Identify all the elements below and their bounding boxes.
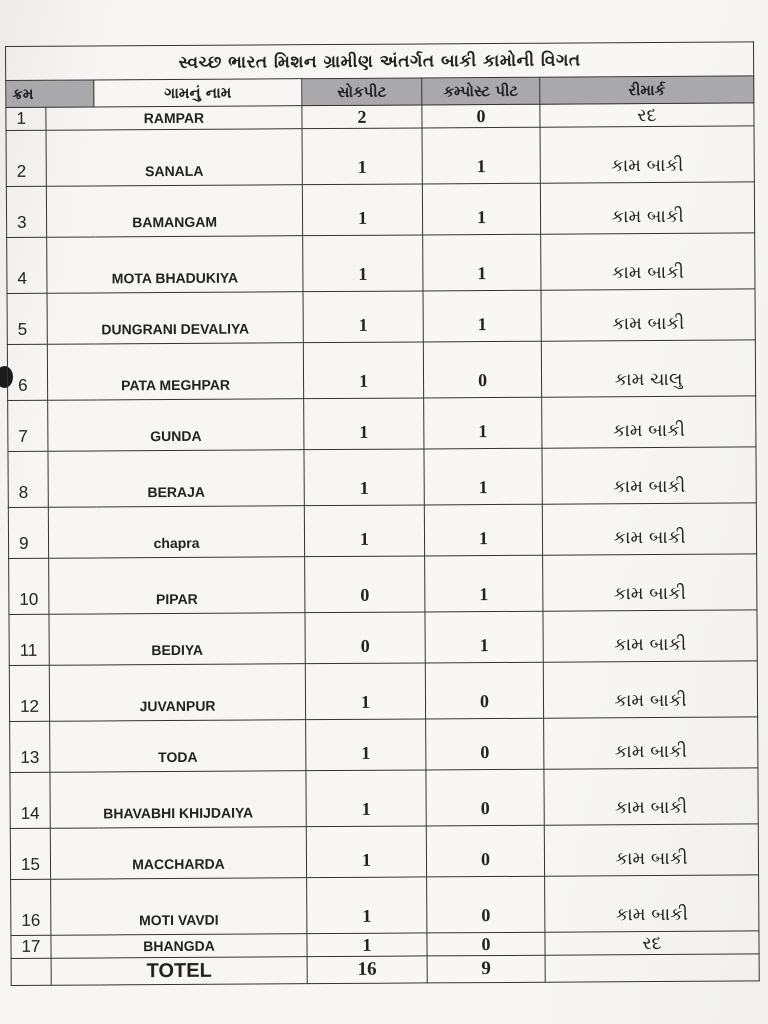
soak-pit-cell: 1 [306,826,426,878]
table-row [7,340,755,401]
remark-cell: કામ બાકી [545,875,759,932]
table-row [8,396,756,452]
village-name-cell: BAMANGAM [46,185,302,238]
remark-cell: કામ બાકી [542,396,756,448]
serial-number-cell: 7 [8,400,48,451]
village-name-cell: DUNGRANI DEVALIYA [47,292,303,345]
table-row [7,233,755,294]
soak-pit-cell: 1 [307,877,427,934]
remark-cell: કામ બાકી [541,233,755,290]
village-name-cell: BERAJA [48,450,304,508]
soak-pit-cell: 1 [303,235,423,292]
soak-pit-cell: 1 [304,505,424,557]
remark-cell: કામ બાકી [540,182,754,234]
remark-cell: કામ બાકી [543,554,757,611]
compost-pit-cell: 0 [427,876,545,933]
compost-pit-cell: 1 [424,448,542,505]
header-compost-pit: કમ્પોસ્ટ પીટ [422,77,540,105]
remark-cell: કામ બાકી [544,824,758,876]
village-name-cell: TODA [50,720,306,773]
serial-number-cell: 1 [6,107,46,130]
compost-pit-cell: 0 [422,104,540,128]
soak-pit-cell: 1 [303,342,423,399]
table-row [11,875,759,936]
soak-pit-cell: 1 [304,449,424,506]
compost-pit-cell: 0 [423,341,541,398]
serial-number-cell: 15 [10,828,50,879]
compost-pit-cell: 0 [426,718,544,770]
remark-cell: કામ બાકી [543,661,757,718]
total-label: TOTEL [51,957,307,986]
header-village: ગામનું નામ [94,79,302,107]
table-row [10,824,758,880]
serial-number-cell: 13 [10,721,50,772]
compost-pit-cell: 1 [423,234,541,291]
header-soak-pit: સોકપીટ [302,78,422,106]
village-name-cell: MOTA BHADUKIYA [47,236,303,294]
soak-pit-cell: 1 [306,770,426,827]
compost-pit-cell: 0 [425,662,543,719]
compost-pit-cell: 1 [424,397,542,449]
compost-pit-cell: 1 [423,290,541,342]
village-name-cell: BHANGDA [51,934,307,959]
soak-pit-cell: 1 [304,398,424,450]
remark-cell: કામ બાકી [544,717,758,769]
soak-pit-cell: 1 [302,184,422,236]
total-compost-pit: 9 [427,955,545,983]
header-serial: ક્રમ [6,80,94,108]
serial-number-cell: 10 [9,558,49,614]
village-name-cell: PIPAR [49,557,305,615]
soak-pit-cell: 1 [305,663,425,720]
remark-cell: કામ બાકી [542,503,756,555]
soak-pit-cell: 2 [302,105,422,129]
table-body [6,103,759,959]
serial-number-cell: 12 [9,665,49,721]
village-name-cell: RAMPAR [46,106,302,131]
table-row [9,661,757,722]
table-row [8,503,756,559]
serial-number-cell: 3 [6,186,46,237]
table-row [9,554,757,615]
soak-pit-cell: 1 [306,719,426,771]
remark-cell: કામ બાકી [542,447,756,504]
serial-number-cell: 2 [6,130,46,186]
village-name-cell: PATA MEGHPAR [47,343,303,401]
header-remark: રીમાર્ક [540,76,754,104]
soak-pit-cell: 0 [305,556,425,613]
serial-number-cell: 5 [7,293,47,344]
soak-pit-cell: 1 [307,933,427,957]
remark-cell: કામ બાકી [544,768,758,825]
document-title: સ્વચ્છ ભારત મિશન ગ્રામીણ અંતર્ગત બાકી કામોની વિગત [6,42,754,81]
serial-number-cell: 8 [8,451,48,507]
serial-number-cell: 16 [11,879,51,935]
village-name-cell: chapra [48,506,304,559]
table-row [7,289,755,345]
remark-cell: કામ ચાલુ [541,340,755,397]
village-name-cell: JUVANPUR [49,664,305,722]
remark-cell: કામ બાકી [541,289,755,341]
serial-number-cell: 14 [10,772,50,828]
village-name-cell: SANALA [46,129,302,187]
compost-pit-cell: 1 [422,127,540,184]
village-name-cell: BHAVABHI KHIJDAIYA [50,771,306,829]
compost-pit-cell: 1 [425,555,543,612]
serial-number-cell: 11 [9,614,49,665]
soak-pit-cell: 1 [303,291,423,343]
village-name-cell: GUNDA [48,399,304,452]
table-row [10,717,758,773]
remark-cell: કામ બાકી [543,610,757,662]
compost-pit-cell: 0 [426,825,544,877]
remark-cell: કામ બાકી [540,126,754,183]
serial-number-cell: 9 [8,507,48,558]
table-row [10,768,758,829]
village-name-cell: MOTI VAVDI [51,878,307,936]
total-soak-pit: 16 [307,956,427,984]
compost-pit-cell: 1 [424,504,542,556]
table-row [6,126,754,187]
village-name-cell: BEDIYA [49,613,305,666]
serial-number-cell: 4 [7,237,47,293]
compost-pit-cell: 0 [426,769,544,826]
soak-pit-cell: 1 [302,128,422,185]
remark-cell: રદ [540,103,754,127]
remark-cell: રદ [545,931,759,955]
compost-pit-cell: 1 [422,183,540,235]
table-row [8,447,756,508]
document [5,41,759,986]
village-name-cell: MACCHARDA [50,827,306,880]
table-row [6,182,754,238]
pending-works-table [5,41,760,986]
compost-pit-cell: 1 [425,611,543,663]
soak-pit-cell: 0 [305,612,425,664]
table-row [9,610,757,666]
compost-pit-cell: 0 [427,932,545,956]
serial-number-cell: 6 [7,344,47,400]
serial-number-cell: 17 [11,935,51,958]
total-row [11,954,759,986]
